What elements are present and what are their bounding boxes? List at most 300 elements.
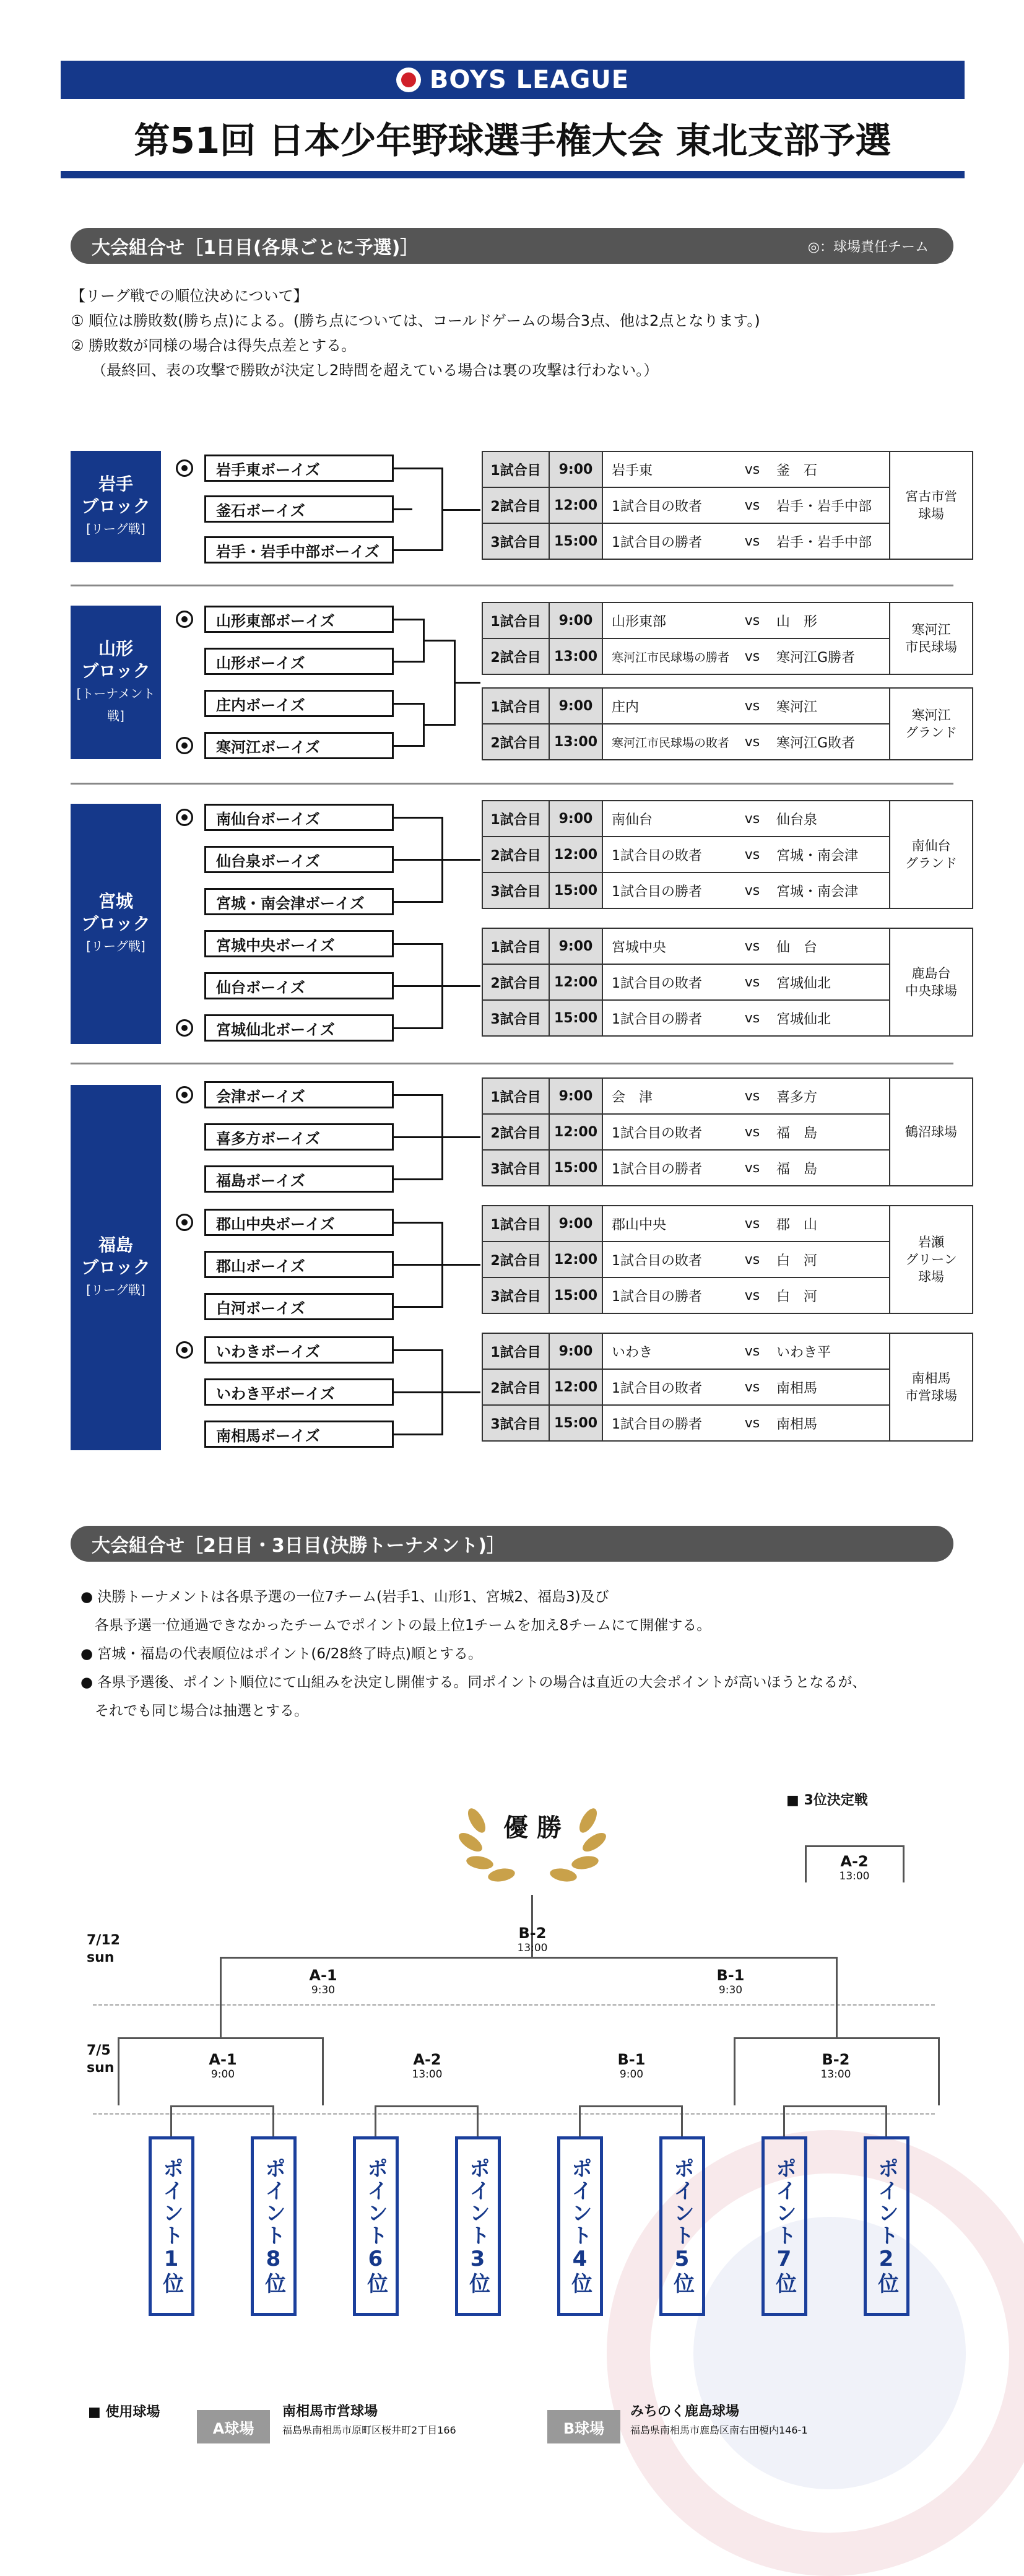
bracket-line bbox=[220, 1957, 222, 2037]
team-aizu: 会津ボーイズ bbox=[204, 1081, 394, 1108]
schedule-cell: 9:00 bbox=[549, 1206, 602, 1242]
title-rule bbox=[61, 171, 965, 178]
entry-box: ポイント2位 bbox=[864, 2136, 909, 2316]
block-separator bbox=[71, 783, 953, 785]
match-text: B-1 bbox=[617, 2051, 646, 2068]
responsible-team-icon bbox=[176, 737, 193, 754]
bracket-line bbox=[394, 943, 443, 945]
legend-text: ◎：球場責任チーム bbox=[807, 239, 929, 255]
team-minami-sendai: 南仙台ボーイズ bbox=[204, 804, 394, 831]
schedule-cell: vs bbox=[733, 1405, 771, 1441]
schedule-cell: 釜 石 bbox=[771, 451, 890, 487]
responsible-team-icon bbox=[176, 1214, 193, 1231]
third-place-match bbox=[811, 1853, 898, 1882]
schedule-cell: 9:00 bbox=[549, 801, 602, 837]
date-divider bbox=[93, 2004, 935, 2006]
block-format: [リーグ戦] bbox=[86, 521, 145, 536]
block-word: ブロック bbox=[81, 496, 150, 516]
bracket-line bbox=[425, 724, 456, 726]
fukushima-schedule-1 bbox=[482, 1077, 973, 1186]
bracket-line bbox=[903, 1845, 905, 1882]
venue-a bbox=[282, 2403, 456, 2440]
bracket-line bbox=[394, 703, 425, 705]
match-text: 13:00 bbox=[412, 2068, 443, 2081]
third-place-title: ■ 3位決定戦 bbox=[786, 1793, 868, 1808]
schedule-cell: 1試合目の敗者 bbox=[602, 964, 733, 1000]
block-name: 山形 bbox=[98, 638, 133, 659]
bracket-line bbox=[477, 2105, 479, 2136]
schedule-cell: 2試合目 bbox=[482, 638, 549, 674]
bracket-line bbox=[734, 2037, 735, 2105]
schedule-cell: 15:00 bbox=[549, 1277, 602, 1313]
page-title: 第51回 日本少年野球選手権大会 東北支部予選 bbox=[134, 120, 892, 162]
team-yamagata-tobu: 山形東部ボーイズ bbox=[204, 606, 394, 633]
venue-b-address: 福島県南相馬市鹿島区南右田榎内146-1 bbox=[630, 2424, 808, 2436]
schedule-cell: 宮城仙北 bbox=[771, 1000, 890, 1036]
schedule-cell: 13:00 bbox=[549, 724, 602, 760]
bracket-line bbox=[394, 508, 412, 510]
bracket-line bbox=[272, 2105, 274, 2136]
team-sendai: 仙台ボーイズ bbox=[204, 972, 394, 999]
schedule-cell: 1試合目 bbox=[482, 801, 549, 837]
quarter-match-a2 bbox=[384, 2051, 471, 2081]
quarter-match-b2 bbox=[792, 2051, 879, 2081]
match-text: 9:30 bbox=[311, 1984, 336, 1996]
bracket-line bbox=[394, 1178, 443, 1180]
note-line: ① 順位は勝敗数(勝ち点)による。(勝ち点については、コールドゲームの場合3点、他は2点となります。) bbox=[71, 312, 760, 329]
bracket-line bbox=[394, 859, 480, 861]
semi-match-b bbox=[687, 1967, 774, 1996]
schedule-cell: vs bbox=[733, 1078, 771, 1114]
responsible-team-icon bbox=[176, 459, 193, 477]
bracket-line bbox=[783, 2105, 887, 2107]
bracket-line bbox=[220, 1957, 838, 1959]
stadium-cell: 南仙台 グランド bbox=[890, 801, 973, 908]
bracket-line bbox=[456, 682, 480, 684]
schedule-cell: 1試合目 bbox=[482, 1078, 549, 1114]
team-iwate-higashi: 岩手東ボーイズ bbox=[204, 455, 394, 482]
champion-label: 優 勝 bbox=[503, 1814, 562, 1842]
block-word: ブロック bbox=[81, 913, 150, 934]
team-fukushima: 福島ボーイズ bbox=[204, 1165, 394, 1193]
schedule-cell: 2試合目 bbox=[482, 487, 549, 523]
bracket-line bbox=[885, 2105, 887, 2136]
schedule-cell: 3試合目 bbox=[482, 1405, 549, 1441]
schedule-cell: 15:00 bbox=[549, 523, 602, 559]
schedule-cell: 山形東部 bbox=[602, 603, 733, 638]
schedule-cell: 2試合目 bbox=[482, 724, 549, 760]
bracket-line bbox=[375, 2105, 479, 2107]
schedule-cell: vs bbox=[733, 1206, 771, 1242]
schedule-cell: vs bbox=[733, 801, 771, 837]
stadium-cell: 鶴沼球場 bbox=[890, 1078, 973, 1186]
team-miyagi-chuo: 宮城中央ボーイズ bbox=[204, 930, 394, 957]
team-koriyama-chuo: 郡山中央ボーイズ bbox=[204, 1209, 394, 1236]
schedule-cell: vs bbox=[733, 1150, 771, 1186]
date-7-12 bbox=[87, 1932, 120, 1967]
schedule-cell: 仙台泉 bbox=[771, 801, 890, 837]
date-text: sun bbox=[87, 2060, 115, 2076]
block-format: [リーグ戦] bbox=[86, 939, 145, 954]
quarter-match-a1 bbox=[180, 2051, 266, 2081]
schedule-cell: 南仙台 bbox=[602, 801, 733, 837]
match-text: 13:00 bbox=[820, 2068, 851, 2081]
responsible-team-icon bbox=[176, 1341, 193, 1359]
match-text: B-2 bbox=[518, 1925, 547, 1942]
schedule-cell: 12:00 bbox=[549, 1242, 602, 1277]
day2-banner bbox=[71, 1526, 953, 1562]
date-text: sun bbox=[87, 1950, 115, 1965]
stadium-cell: 鹿島台 中央球場 bbox=[890, 928, 973, 1036]
entry-box: ポイント8位 bbox=[251, 2136, 297, 2316]
bracket-line bbox=[394, 1391, 480, 1393]
team-sendai-izumi: 仙台泉ボーイズ bbox=[204, 846, 394, 873]
schedule-cell: 1試合目の勝者 bbox=[602, 1405, 733, 1441]
schedule-cell: 岩手東 bbox=[602, 451, 733, 487]
schedule-cell: 山 形 bbox=[771, 603, 890, 638]
bracket-line bbox=[375, 2105, 376, 2136]
schedule-cell: 岩手・岩手中部 bbox=[771, 487, 890, 523]
bracket-line bbox=[118, 2037, 119, 2105]
bracket-line bbox=[805, 1845, 807, 1882]
note-line: それでも同じ場合は抽選とする。 bbox=[80, 1703, 308, 1719]
bracket-line bbox=[394, 661, 425, 663]
stadium-cell: 南相馬 市営球場 bbox=[890, 1333, 973, 1441]
schedule-cell: 宮城・南会津 bbox=[771, 837, 890, 872]
miyagi-schedule-1 bbox=[482, 800, 973, 909]
bracket-line bbox=[394, 1306, 443, 1308]
schedule-cell: 15:00 bbox=[549, 1150, 602, 1186]
schedule-cell: 15:00 bbox=[549, 872, 602, 908]
fukushima-schedule-2 bbox=[482, 1205, 973, 1314]
team-iwaki: いわきボーイズ bbox=[204, 1336, 394, 1364]
note-line: （最終回、表の攻撃で勝敗が決定し2時間を超えている場合は裏の攻撃は行わない。） bbox=[92, 362, 659, 379]
schedule-cell: いわき平 bbox=[771, 1333, 890, 1369]
day1-banner-text: 大会組合せ［1日目(各県ごとに予選)］ bbox=[92, 237, 419, 259]
table-row bbox=[482, 688, 973, 724]
responsible-team-icon bbox=[176, 1086, 193, 1103]
bracket-line bbox=[805, 1845, 905, 1847]
schedule-cell: 1試合目の勝者 bbox=[602, 872, 733, 908]
miyagi-block-label bbox=[71, 804, 161, 1044]
bracket-line bbox=[681, 2105, 683, 2136]
schedule-cell: 1試合目の敗者 bbox=[602, 837, 733, 872]
schedule-cell: 福 島 bbox=[771, 1114, 890, 1150]
match-text: 13:00 bbox=[517, 1942, 548, 1954]
schedule-cell: 会 津 bbox=[602, 1078, 733, 1114]
team-miyagi-minamiaizu: 宮城・南会津ボーイズ bbox=[204, 888, 394, 915]
bracket-line bbox=[170, 2105, 274, 2107]
schedule-cell: 南相馬 bbox=[771, 1405, 890, 1441]
bracket-line bbox=[394, 1222, 443, 1224]
bracket-line bbox=[394, 619, 425, 620]
match-text: 9:00 bbox=[619, 2068, 644, 2081]
bracket-line bbox=[394, 1094, 443, 1096]
schedule-cell: 1試合目 bbox=[482, 928, 549, 964]
schedule-cell: vs bbox=[733, 603, 771, 638]
schedule-cell: 庄内 bbox=[602, 688, 733, 724]
table-row bbox=[482, 801, 973, 837]
iwate-block-label bbox=[71, 451, 161, 562]
watermark-seal-inner bbox=[693, 2217, 966, 2489]
bracket-line bbox=[783, 2105, 785, 2136]
schedule-cell: 寒河江市民球場の勝者 bbox=[602, 638, 733, 674]
venues-title: ■ 使用球場 bbox=[88, 2404, 160, 2420]
schedule-cell: 9:00 bbox=[549, 928, 602, 964]
schedule-cell: 2試合目 bbox=[482, 964, 549, 1000]
table-row bbox=[482, 928, 973, 964]
schedule-cell: vs bbox=[733, 523, 771, 559]
team-shirakawa: 白河ボーイズ bbox=[204, 1293, 394, 1320]
schedule-cell: 寒河江市民球場の敗者 bbox=[602, 724, 733, 760]
team-kitakata: 喜多方ボーイズ bbox=[204, 1123, 394, 1151]
bracket-line bbox=[394, 1434, 443, 1435]
bracket-line bbox=[394, 985, 480, 987]
schedule-cell: 9:00 bbox=[549, 688, 602, 724]
schedule-cell: vs bbox=[733, 724, 771, 760]
fukushima-schedule-3 bbox=[482, 1333, 973, 1442]
schedule-cell: 1試合目の敗者 bbox=[602, 1369, 733, 1405]
schedule-cell: 9:00 bbox=[549, 603, 602, 638]
team-miyagi-senboku: 宮城仙北ボーイズ bbox=[204, 1014, 394, 1042]
match-text: 13:00 bbox=[839, 1870, 870, 1882]
match-text: B-2 bbox=[822, 2051, 850, 2068]
venue-b-name: みちのく鹿島球場 bbox=[630, 2404, 740, 2419]
match-text: 9:00 bbox=[210, 2068, 235, 2081]
match-text: A-2 bbox=[413, 2051, 441, 2068]
bracket-line bbox=[836, 1957, 838, 2037]
schedule-cell: vs bbox=[733, 837, 771, 872]
schedule-cell: 白 河 bbox=[771, 1277, 890, 1313]
schedule-cell: 南相馬 bbox=[771, 1369, 890, 1405]
schedule-cell: 2試合目 bbox=[482, 1114, 549, 1150]
note-line: ● 各県予選後、ポイント順位にて山組みを決定し開催する。同ポイントの場合は直近の大会ポイントが高いほうとなるが、 bbox=[80, 1674, 867, 1690]
bracket-line bbox=[394, 901, 443, 903]
venue-a-name: 南相馬市営球場 bbox=[282, 2404, 378, 2419]
schedule-cell: 福 島 bbox=[771, 1150, 890, 1186]
stadium-cell: 寒河江 市民球場 bbox=[890, 603, 973, 674]
day2-notes bbox=[80, 1583, 960, 1725]
team-yamagata: 山形ボーイズ bbox=[204, 648, 394, 675]
bracket-line bbox=[579, 2105, 581, 2136]
schedule-cell: 1試合目 bbox=[482, 1206, 549, 1242]
bracket-line bbox=[734, 2037, 940, 2039]
schedule-cell: vs bbox=[733, 1369, 771, 1405]
block-format: [リーグ戦] bbox=[86, 1282, 145, 1297]
block-word: ブロック bbox=[81, 1257, 150, 1277]
yamagata-block-label bbox=[71, 606, 161, 759]
schedule-cell: 1試合目の勝者 bbox=[602, 1150, 733, 1186]
venue-b-badge: B球場 bbox=[547, 2410, 620, 2443]
schedule-cell: 3試合目 bbox=[482, 1150, 549, 1186]
match-text: 9:30 bbox=[718, 1984, 743, 1996]
schedule-cell: 3試合目 bbox=[482, 523, 549, 559]
schedule-cell: 郡山中央 bbox=[602, 1206, 733, 1242]
schedule-cell: 1試合目 bbox=[482, 688, 549, 724]
responsible-team-icon bbox=[176, 611, 193, 628]
stadium-cell: 岩瀬 グリーン 球場 bbox=[890, 1206, 973, 1313]
bracket-line bbox=[394, 745, 425, 747]
schedule-cell: 12:00 bbox=[549, 837, 602, 872]
day1-banner bbox=[71, 228, 953, 264]
schedule-cell: 岩手・岩手中部 bbox=[771, 523, 890, 559]
schedule-cell: 13:00 bbox=[549, 638, 602, 674]
bracket-line bbox=[394, 1136, 480, 1138]
match-text: A-1 bbox=[309, 1967, 337, 1984]
schedule-cell: 3試合目 bbox=[482, 1277, 549, 1313]
schedule-cell: 郡 山 bbox=[771, 1206, 890, 1242]
schedule-cell: 2試合目 bbox=[482, 837, 549, 872]
bracket-line bbox=[394, 549, 443, 551]
block-name: 岩手 bbox=[98, 474, 133, 494]
block-name: 宮城 bbox=[98, 891, 133, 912]
boys-league-logo-icon bbox=[396, 67, 421, 92]
schedule-cell: 宮城・南会津 bbox=[771, 872, 890, 908]
bracket-line bbox=[394, 1027, 443, 1029]
schedule-cell: vs bbox=[733, 1333, 771, 1369]
entry-box: ポイント7位 bbox=[761, 2136, 807, 2316]
note-line: ② 勝敗数が同様の場合は得失点差とする。 bbox=[71, 337, 357, 354]
schedule-cell: vs bbox=[733, 1114, 771, 1150]
team-minamisoma: 南相馬ボーイズ bbox=[204, 1421, 394, 1448]
schedule-cell: 仙 台 bbox=[771, 928, 890, 964]
schedule-cell: 1試合目の敗者 bbox=[602, 1242, 733, 1277]
block-format: [トーナメント戦] bbox=[76, 686, 155, 723]
entry-box: ポイント4位 bbox=[557, 2136, 603, 2316]
bracket-line bbox=[394, 817, 443, 819]
schedule-cell: 12:00 bbox=[549, 1114, 602, 1150]
team-koriyama: 郡山ボーイズ bbox=[204, 1251, 394, 1278]
schedule-cell: vs bbox=[733, 638, 771, 674]
yamagata-schedule-2 bbox=[482, 687, 973, 760]
date-text: 7/12 bbox=[87, 1933, 120, 1948]
league-name: BOYS LEAGUE bbox=[429, 66, 630, 94]
miyagi-schedule-2 bbox=[482, 928, 973, 1037]
venue-a-badge: A球場 bbox=[197, 2410, 270, 2443]
schedule-cell: 3試合目 bbox=[482, 1000, 549, 1036]
schedule-cell: vs bbox=[733, 1242, 771, 1277]
schedule-cell: 寒河江 bbox=[771, 688, 890, 724]
block-separator bbox=[71, 1063, 953, 1064]
match-text: B-1 bbox=[716, 1967, 745, 1984]
semi-match-a bbox=[280, 1967, 367, 1996]
bracket-line bbox=[394, 468, 443, 469]
team-kamaishi: 釜石ボーイズ bbox=[204, 495, 394, 523]
bracket-line bbox=[322, 2037, 324, 2105]
bracket-line bbox=[394, 1264, 480, 1266]
schedule-cell: vs bbox=[733, 1277, 771, 1313]
table-row bbox=[482, 1078, 973, 1114]
schedule-cell: 3試合目 bbox=[482, 872, 549, 908]
schedule-cell: 12:00 bbox=[549, 1369, 602, 1405]
schedule-cell: 1試合目 bbox=[482, 603, 549, 638]
block-name: 福島 bbox=[98, 1235, 133, 1255]
note-line: 各県予選一位通過できなかったチームでポイントの最上位1チームを加え8チームにて開催する。 bbox=[80, 1617, 711, 1634]
schedule-cell: 寒河江G勝者 bbox=[771, 638, 890, 674]
block-separator bbox=[71, 585, 953, 586]
venue-a-address: 福島県南相馬市原町区桜井町2丁目166 bbox=[282, 2424, 456, 2436]
bracket-line bbox=[938, 2037, 940, 2105]
schedule-cell: 15:00 bbox=[549, 1000, 602, 1036]
stadium-cell: 宮古市営 球場 bbox=[890, 451, 973, 559]
league-header-bar bbox=[61, 61, 965, 99]
team-sagae: 寒河江ボーイズ bbox=[204, 732, 394, 759]
team-shonai: 庄内ボーイズ bbox=[204, 690, 394, 717]
bracket-line bbox=[118, 2037, 324, 2039]
schedule-cell: 9:00 bbox=[549, 451, 602, 487]
schedule-cell: 1試合目の勝者 bbox=[602, 523, 733, 559]
table-row bbox=[482, 1206, 973, 1242]
fukushima-block-label bbox=[71, 1085, 161, 1450]
schedule-cell: 寒河江G敗者 bbox=[771, 724, 890, 760]
schedule-cell: いわき bbox=[602, 1333, 733, 1369]
schedule-cell: 2試合目 bbox=[482, 1242, 549, 1277]
table-row bbox=[482, 451, 973, 487]
schedule-cell: vs bbox=[733, 928, 771, 964]
block-word: ブロック bbox=[81, 661, 150, 681]
schedule-cell: 1試合目 bbox=[482, 451, 549, 487]
schedule-cell: 9:00 bbox=[549, 1333, 602, 1369]
schedule-cell: 1試合目 bbox=[482, 1333, 549, 1369]
quarter-match-b1 bbox=[588, 2051, 675, 2081]
date-7-5 bbox=[87, 2042, 114, 2077]
schedule-cell: 2試合目 bbox=[482, 1369, 549, 1405]
date-text: 7/5 bbox=[87, 2043, 111, 2058]
schedule-cell: 宮城仙北 bbox=[771, 964, 890, 1000]
note-line: ● 宮城・福島の代表順位はポイント(6/28終了時点)順とする。 bbox=[80, 1646, 482, 1662]
bracket-line bbox=[425, 640, 456, 642]
day1-notes bbox=[71, 284, 950, 383]
schedule-cell: 15:00 bbox=[549, 1405, 602, 1441]
schedule-cell: 1試合目の敗者 bbox=[602, 487, 733, 523]
team-iwaki-taira: いわき平ボーイズ bbox=[204, 1378, 394, 1406]
table-row bbox=[482, 1333, 973, 1369]
match-text: A-1 bbox=[209, 2051, 237, 2068]
schedule-cell: 1試合目の勝者 bbox=[602, 1000, 733, 1036]
entry-box: ポイント5位 bbox=[659, 2136, 705, 2316]
schedule-cell: vs bbox=[733, 451, 771, 487]
venue-b bbox=[630, 2403, 808, 2440]
schedule-cell: 白 河 bbox=[771, 1242, 890, 1277]
schedule-cell: vs bbox=[733, 964, 771, 1000]
bracket-line bbox=[170, 2105, 172, 2136]
schedule-cell: 12:00 bbox=[549, 487, 602, 523]
entry-box: ポイント3位 bbox=[455, 2136, 501, 2316]
note-line: ● 決勝トーナメントは各県予選の一位7チーム(岩手1、山形1、宮城2、福島3)及び bbox=[80, 1589, 609, 1605]
schedule-cell: 喜多方 bbox=[771, 1078, 890, 1114]
match-text: A-2 bbox=[840, 1853, 869, 1870]
schedule-cell: 1試合目の敗者 bbox=[602, 1114, 733, 1150]
final-match bbox=[489, 1925, 576, 1954]
note-line: 【リーグ戦での順位決めについて】 bbox=[71, 287, 308, 305]
entry-box: ポイント6位 bbox=[353, 2136, 399, 2316]
entry-box: ポイント1位 bbox=[149, 2136, 194, 2316]
schedule-cell: vs bbox=[733, 688, 771, 724]
schedule-cell: vs bbox=[733, 487, 771, 523]
bracket-line bbox=[443, 509, 480, 511]
schedule-cell: vs bbox=[733, 1000, 771, 1036]
team-iwate-chubu: 岩手・岩手中部ボーイズ bbox=[204, 536, 394, 564]
iwate-schedule bbox=[482, 451, 973, 560]
day2-banner-text: 大会組合せ［2日目・3日目(決勝トーナメント)］ bbox=[92, 1535, 505, 1557]
bracket-line bbox=[579, 2105, 683, 2107]
table-row bbox=[482, 603, 973, 638]
stadium-cell: 寒河江 グランド bbox=[890, 688, 973, 760]
schedule-cell: 9:00 bbox=[549, 1078, 602, 1114]
schedule-cell: 宮城中央 bbox=[602, 928, 733, 964]
yamagata-schedule-1 bbox=[482, 602, 973, 675]
responsible-team-icon bbox=[176, 1019, 193, 1037]
